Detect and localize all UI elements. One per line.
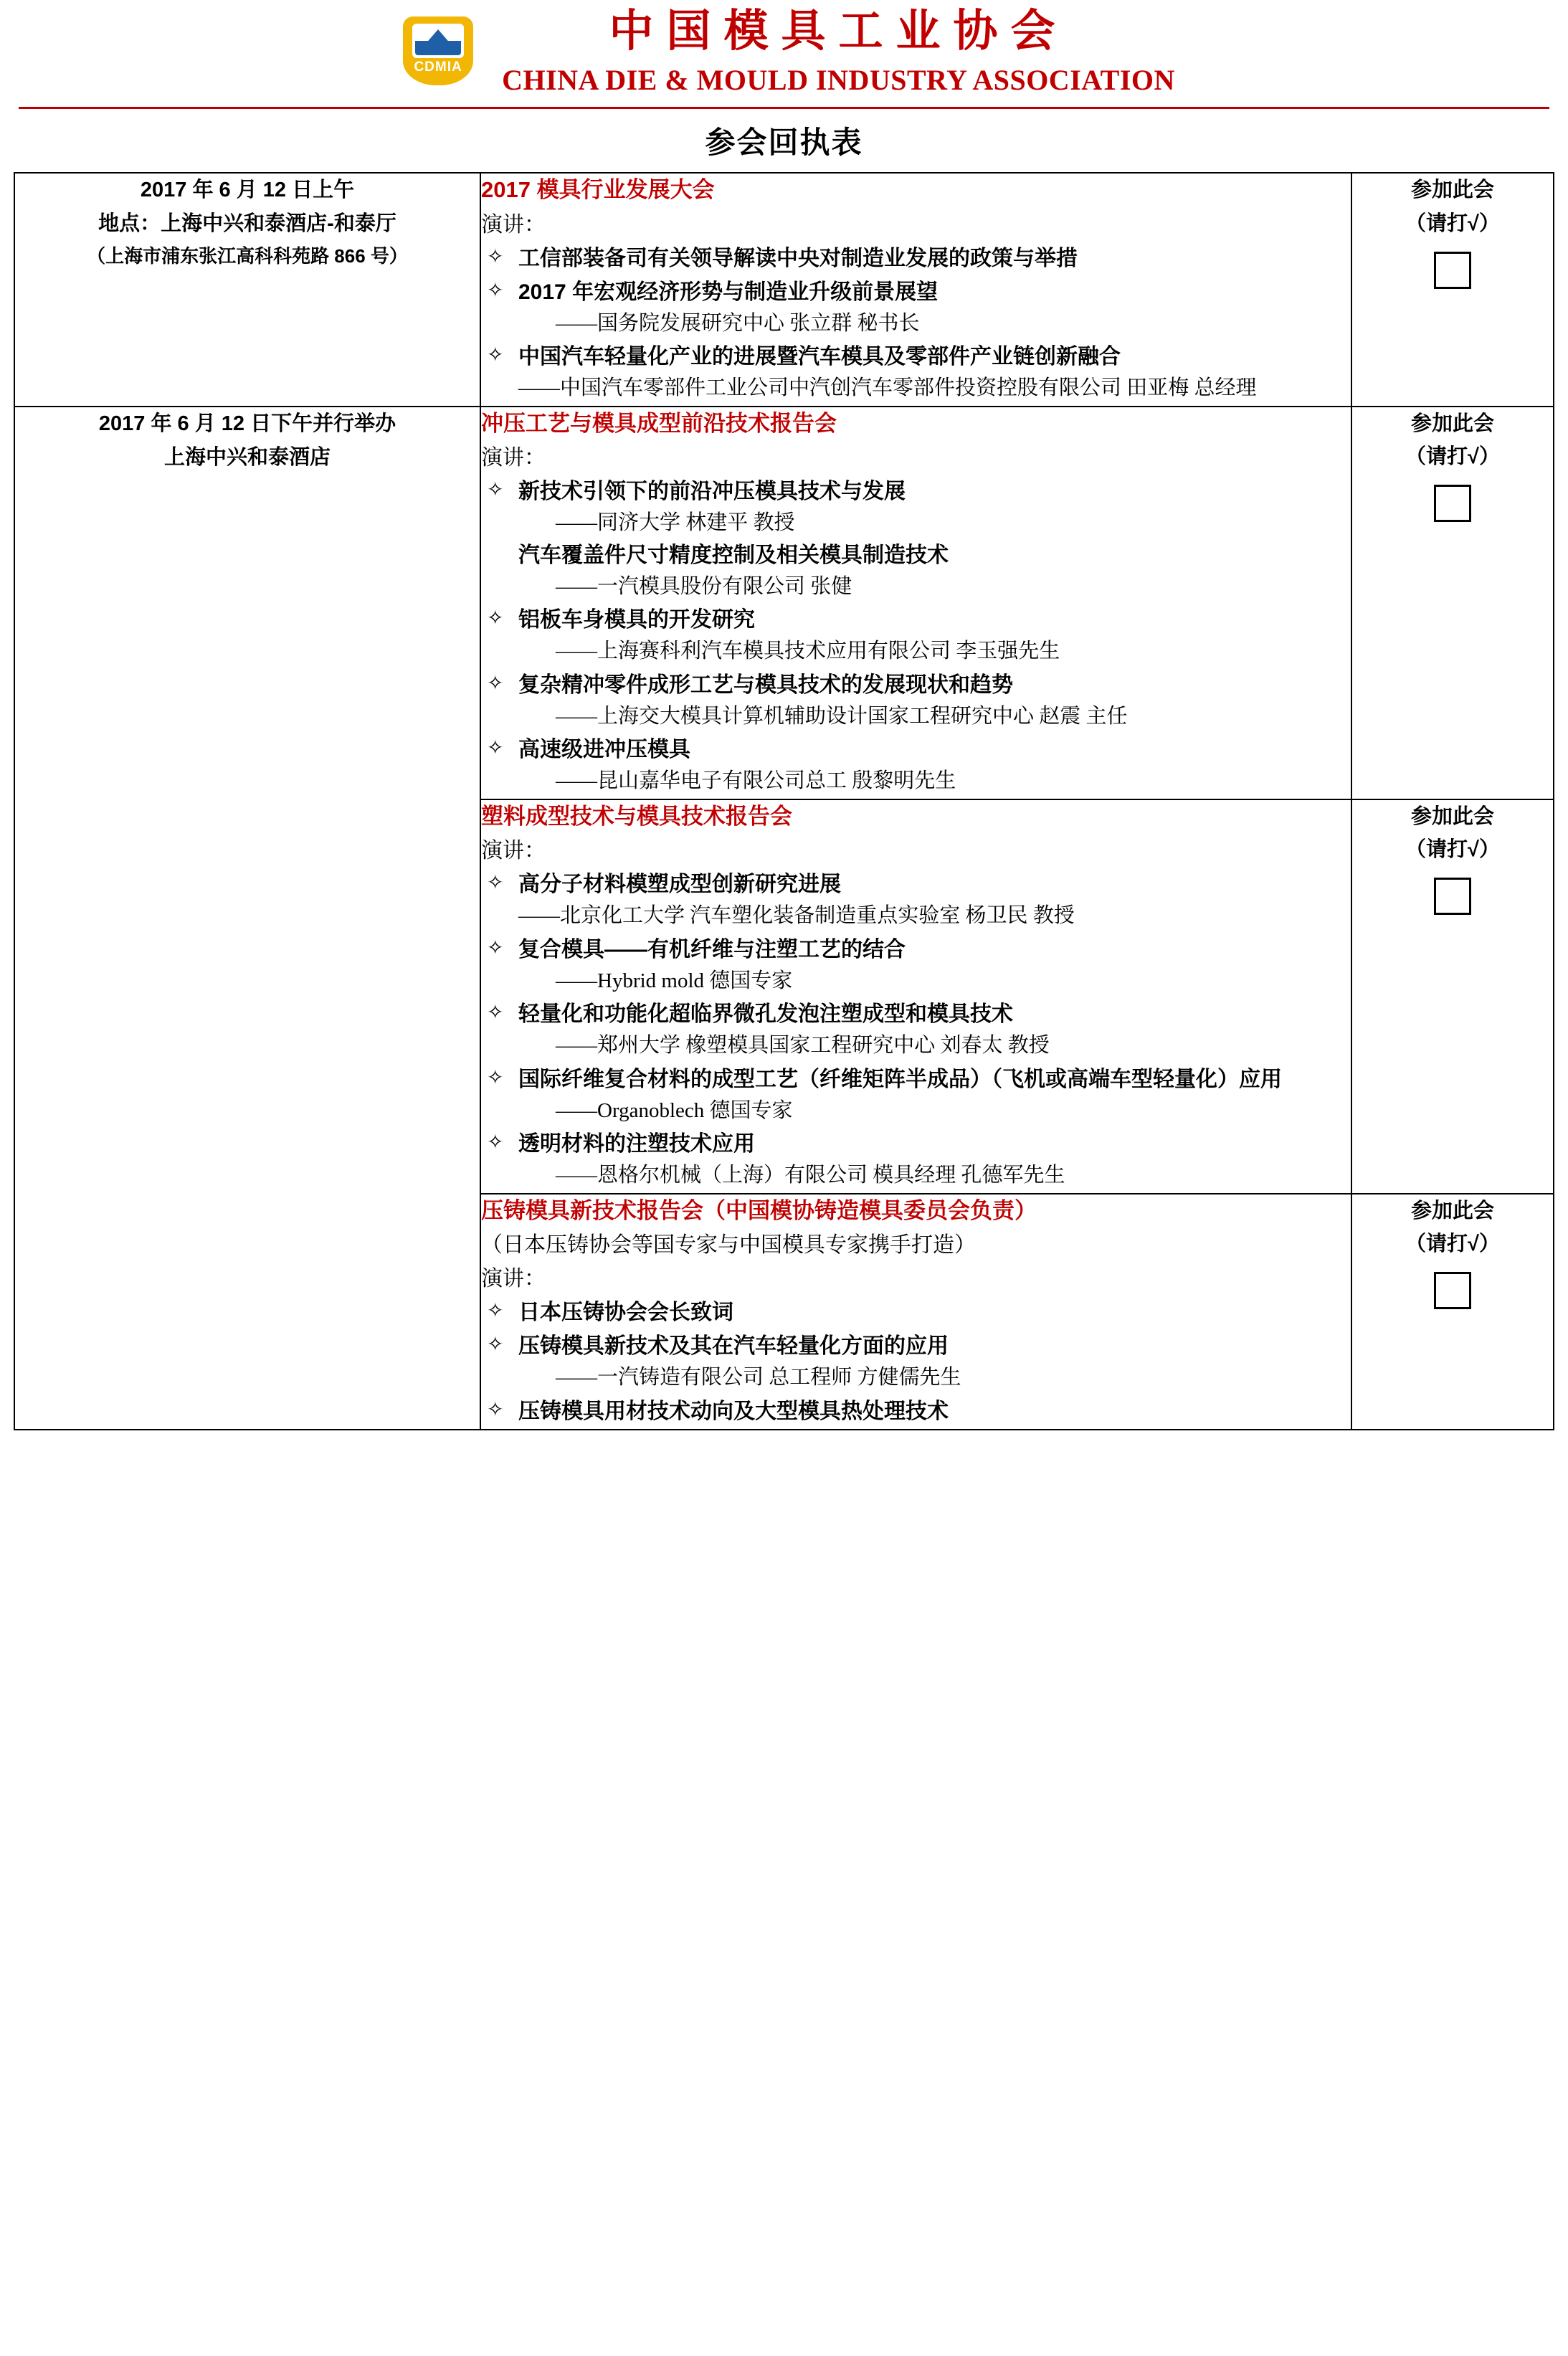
- session-title: 压铸模具新技术报告会（中国模协铸造模具委员会负责）: [481, 1197, 1037, 1223]
- attend-checkbox[interactable]: [1434, 485, 1471, 522]
- registration-table: [14, 172, 1554, 1430]
- speak-label: 演讲：: [481, 212, 546, 237]
- list-item: [481, 341, 1351, 404]
- list-item: [481, 604, 1351, 668]
- diamond-bullet-icon: ✧: [487, 607, 504, 630]
- speaker-text: ——Hybrid mold 德国专家: [556, 969, 793, 992]
- attend-hint: （请打√）: [1405, 212, 1500, 235]
- session-title: 塑料成型技术与模具技术报告会: [481, 803, 792, 829]
- list-item: [481, 242, 1351, 275]
- speak-label: 演讲：: [481, 446, 546, 470]
- attend-label: 参加此会: [1410, 179, 1494, 202]
- row1-time-line1: 2017 年 6 月 12 日上午: [140, 179, 355, 202]
- list-item: [481, 934, 1351, 997]
- speaker-text: ——昆山嘉华电子有限公司总工 殷黎明先生: [556, 769, 956, 793]
- speaker-text: ——郑州大学 橡塑模具国家工程研究中心 刘春太 教授: [556, 1034, 1050, 1058]
- topic-text: 工信部装备司有关领导解读中央对制造业发展的政策与举措: [518, 246, 1078, 270]
- speak-label: 演讲：: [481, 1267, 546, 1291]
- row1-check-cell: [1351, 173, 1554, 407]
- session-title: 冲压工艺与模具成型前沿技术报告会: [481, 410, 837, 436]
- diamond-bullet-icon: ✧: [487, 479, 504, 502]
- logo-text: CDMIA: [414, 59, 462, 75]
- list-item: [481, 1063, 1351, 1127]
- session-title: 2017 模具行业发展大会: [481, 177, 715, 203]
- topic-text: 压铸模具新技术及其在汽车轻量化方面的应用: [518, 1334, 949, 1359]
- org-name-cn: 中国模具工业协会: [609, 7, 1068, 56]
- diamond-bullet-icon: ✧: [487, 737, 504, 760]
- speak-label: 演讲：: [481, 839, 546, 863]
- list-item: [481, 998, 1351, 1062]
- stamping-check-cell: [1351, 407, 1554, 799]
- row2-time-cell: [14, 407, 480, 1430]
- topic-text: 日本压铸协会会长致词: [518, 1301, 733, 1325]
- plastics-check-cell: [1351, 799, 1554, 1194]
- diecasting-check-cell: [1351, 1194, 1554, 1430]
- session-plastics-cell: [480, 799, 1351, 1194]
- diamond-bullet-icon: ✧: [487, 1131, 504, 1154]
- page-title: 参会回执表: [705, 125, 863, 160]
- list-item: [481, 1128, 1351, 1192]
- attend-checkbox[interactable]: [1434, 1272, 1471, 1309]
- topic-text: 高分子材料模塑成型创新研究进展: [518, 873, 841, 897]
- topic-text-secondary: 汽车覆盖件尺寸精度控制及相关模具制造技术: [518, 543, 949, 567]
- diamond-bullet-icon: ✧: [487, 936, 504, 959]
- attend-hint: （请打√）: [1405, 1232, 1500, 1256]
- org-name-en: CHINA DIE & MOULD INDUSTRY ASSOCIATION: [502, 64, 1175, 97]
- attend-hint: （请打√）: [1405, 838, 1500, 862]
- diamond-bullet-icon: ✧: [487, 1066, 504, 1089]
- topic-text: 压铸模具用材技术动向及大型模具热处理技术: [518, 1399, 949, 1423]
- diamond-bullet-icon: ✧: [487, 1300, 504, 1323]
- diamond-bullet-icon: ✧: [487, 1002, 504, 1025]
- speaker-text: ——恩格尔机械（上海）有限公司 模具经理 孔德军先生: [556, 1164, 1065, 1187]
- list-item: [481, 868, 1351, 932]
- list-item: [481, 276, 1351, 340]
- topic-text: 高速级进冲压模具: [518, 738, 690, 762]
- diamond-bullet-icon: ✧: [487, 1334, 504, 1357]
- topic-text: 2017 年宏观经济形势与制造业升级前景展望: [518, 280, 939, 304]
- row1-time-cell: [14, 173, 480, 407]
- session-subnote: （日本压铸协会等国专家与中国模具专家携手打造）: [481, 1233, 976, 1258]
- speaker-text: ——Organoblech 德国专家: [556, 1098, 793, 1122]
- topic-text: 国际纤维复合材料的成型工艺（纤维矩阵半成品）（飞机或高端车型轻量化）应用: [518, 1067, 1282, 1091]
- row2-time-line1: 2017 年 6 月 12 日下午并行举办: [98, 412, 396, 435]
- attend-label: 参加此会: [1410, 804, 1494, 828]
- speaker-text: ——上海赛科利汽车模具技术应用有限公司 李玉强先生: [556, 640, 1060, 663]
- list-item: [481, 1296, 1351, 1329]
- topic-text: 铝板车身模具的开发研究: [518, 608, 755, 632]
- attend-checkbox[interactable]: [1434, 252, 1471, 289]
- speaker-text: ——一汽模具股份有限公司 张健: [556, 574, 852, 598]
- speaker-text: ——同济大学 林建平 教授: [556, 511, 795, 535]
- topic-text: 复杂精冲零件成形工艺与模具技术的发展现状和趋势: [518, 673, 1013, 697]
- topic-text: 中国汽车轻量化产业的进展暨汽车模具及零部件产业链创新融合: [518, 345, 1121, 369]
- table-row: [14, 173, 1554, 407]
- session-stamping-cell: [480, 407, 1351, 799]
- diamond-bullet-icon: ✧: [487, 672, 504, 695]
- topic-text: 复合模具——有机纤维与注塑工艺的结合: [518, 937, 906, 961]
- org-title-block: [502, 7, 1175, 97]
- session-topic-list: [481, 1296, 1351, 1428]
- speaker-text: ——北京化工大学 汽车塑化装备制造重点实验室 杨卫民 教授: [518, 904, 1075, 928]
- document-header: [13, 0, 1555, 97]
- diamond-bullet-icon: ✧: [487, 344, 504, 367]
- speaker-text: ——中国汽车零部件工业公司中汽创汽车零部件投资控股有限公司 田亚梅 总经理: [518, 376, 1257, 400]
- speaker-text: ——一汽铸造有限公司 总工程师 方健儒先生: [556, 1366, 961, 1390]
- topic-text: 轻量化和功能化超临界微孔发泡注塑成型和模具技术: [518, 1002, 1013, 1027]
- topic-text: 透明材料的注塑技术应用: [518, 1132, 755, 1156]
- row1-time-line2: 地点：上海中兴和泰酒店-和泰厅: [98, 212, 396, 236]
- row1-time-line3: （上海市浦东张江高科科苑路 866 号）: [87, 245, 408, 267]
- list-item: [481, 1330, 1351, 1394]
- diamond-bullet-icon: ✧: [487, 279, 504, 302]
- speaker-text: ——国务院发展研究中心 张立群 秘书长: [556, 311, 920, 335]
- list-item: [481, 1395, 1351, 1428]
- attend-label: 参加此会: [1410, 1199, 1494, 1222]
- list-item: [481, 669, 1351, 733]
- row1-session-cell: [480, 173, 1351, 407]
- attend-label: 参加此会: [1410, 412, 1494, 435]
- attend-hint: （请打√）: [1405, 445, 1500, 469]
- list-item: [481, 733, 1351, 797]
- header-divider: [19, 107, 1549, 109]
- table-row: [14, 407, 1554, 799]
- session-diecasting-cell: [480, 1194, 1351, 1430]
- speaker-text: ——上海交大模具计算机辅助设计国家工程研究中心 赵震 主任: [556, 704, 1128, 728]
- diamond-bullet-icon: ✧: [487, 1398, 504, 1421]
- session-topic-list: [481, 242, 1351, 404]
- list-item: [481, 475, 1351, 602]
- diamond-bullet-icon: ✧: [487, 872, 504, 895]
- session-topic-list: [481, 868, 1351, 1192]
- session-topic-list: [481, 475, 1351, 797]
- attend-checkbox[interactable]: [1434, 878, 1471, 915]
- cdmia-logo-icon: [393, 12, 485, 92]
- row2-time-line2: 上海中兴和泰酒店: [163, 445, 331, 469]
- diamond-bullet-icon: ✧: [487, 245, 504, 268]
- topic-text: 新技术引领下的前沿冲压模具技术与发展: [518, 480, 906, 504]
